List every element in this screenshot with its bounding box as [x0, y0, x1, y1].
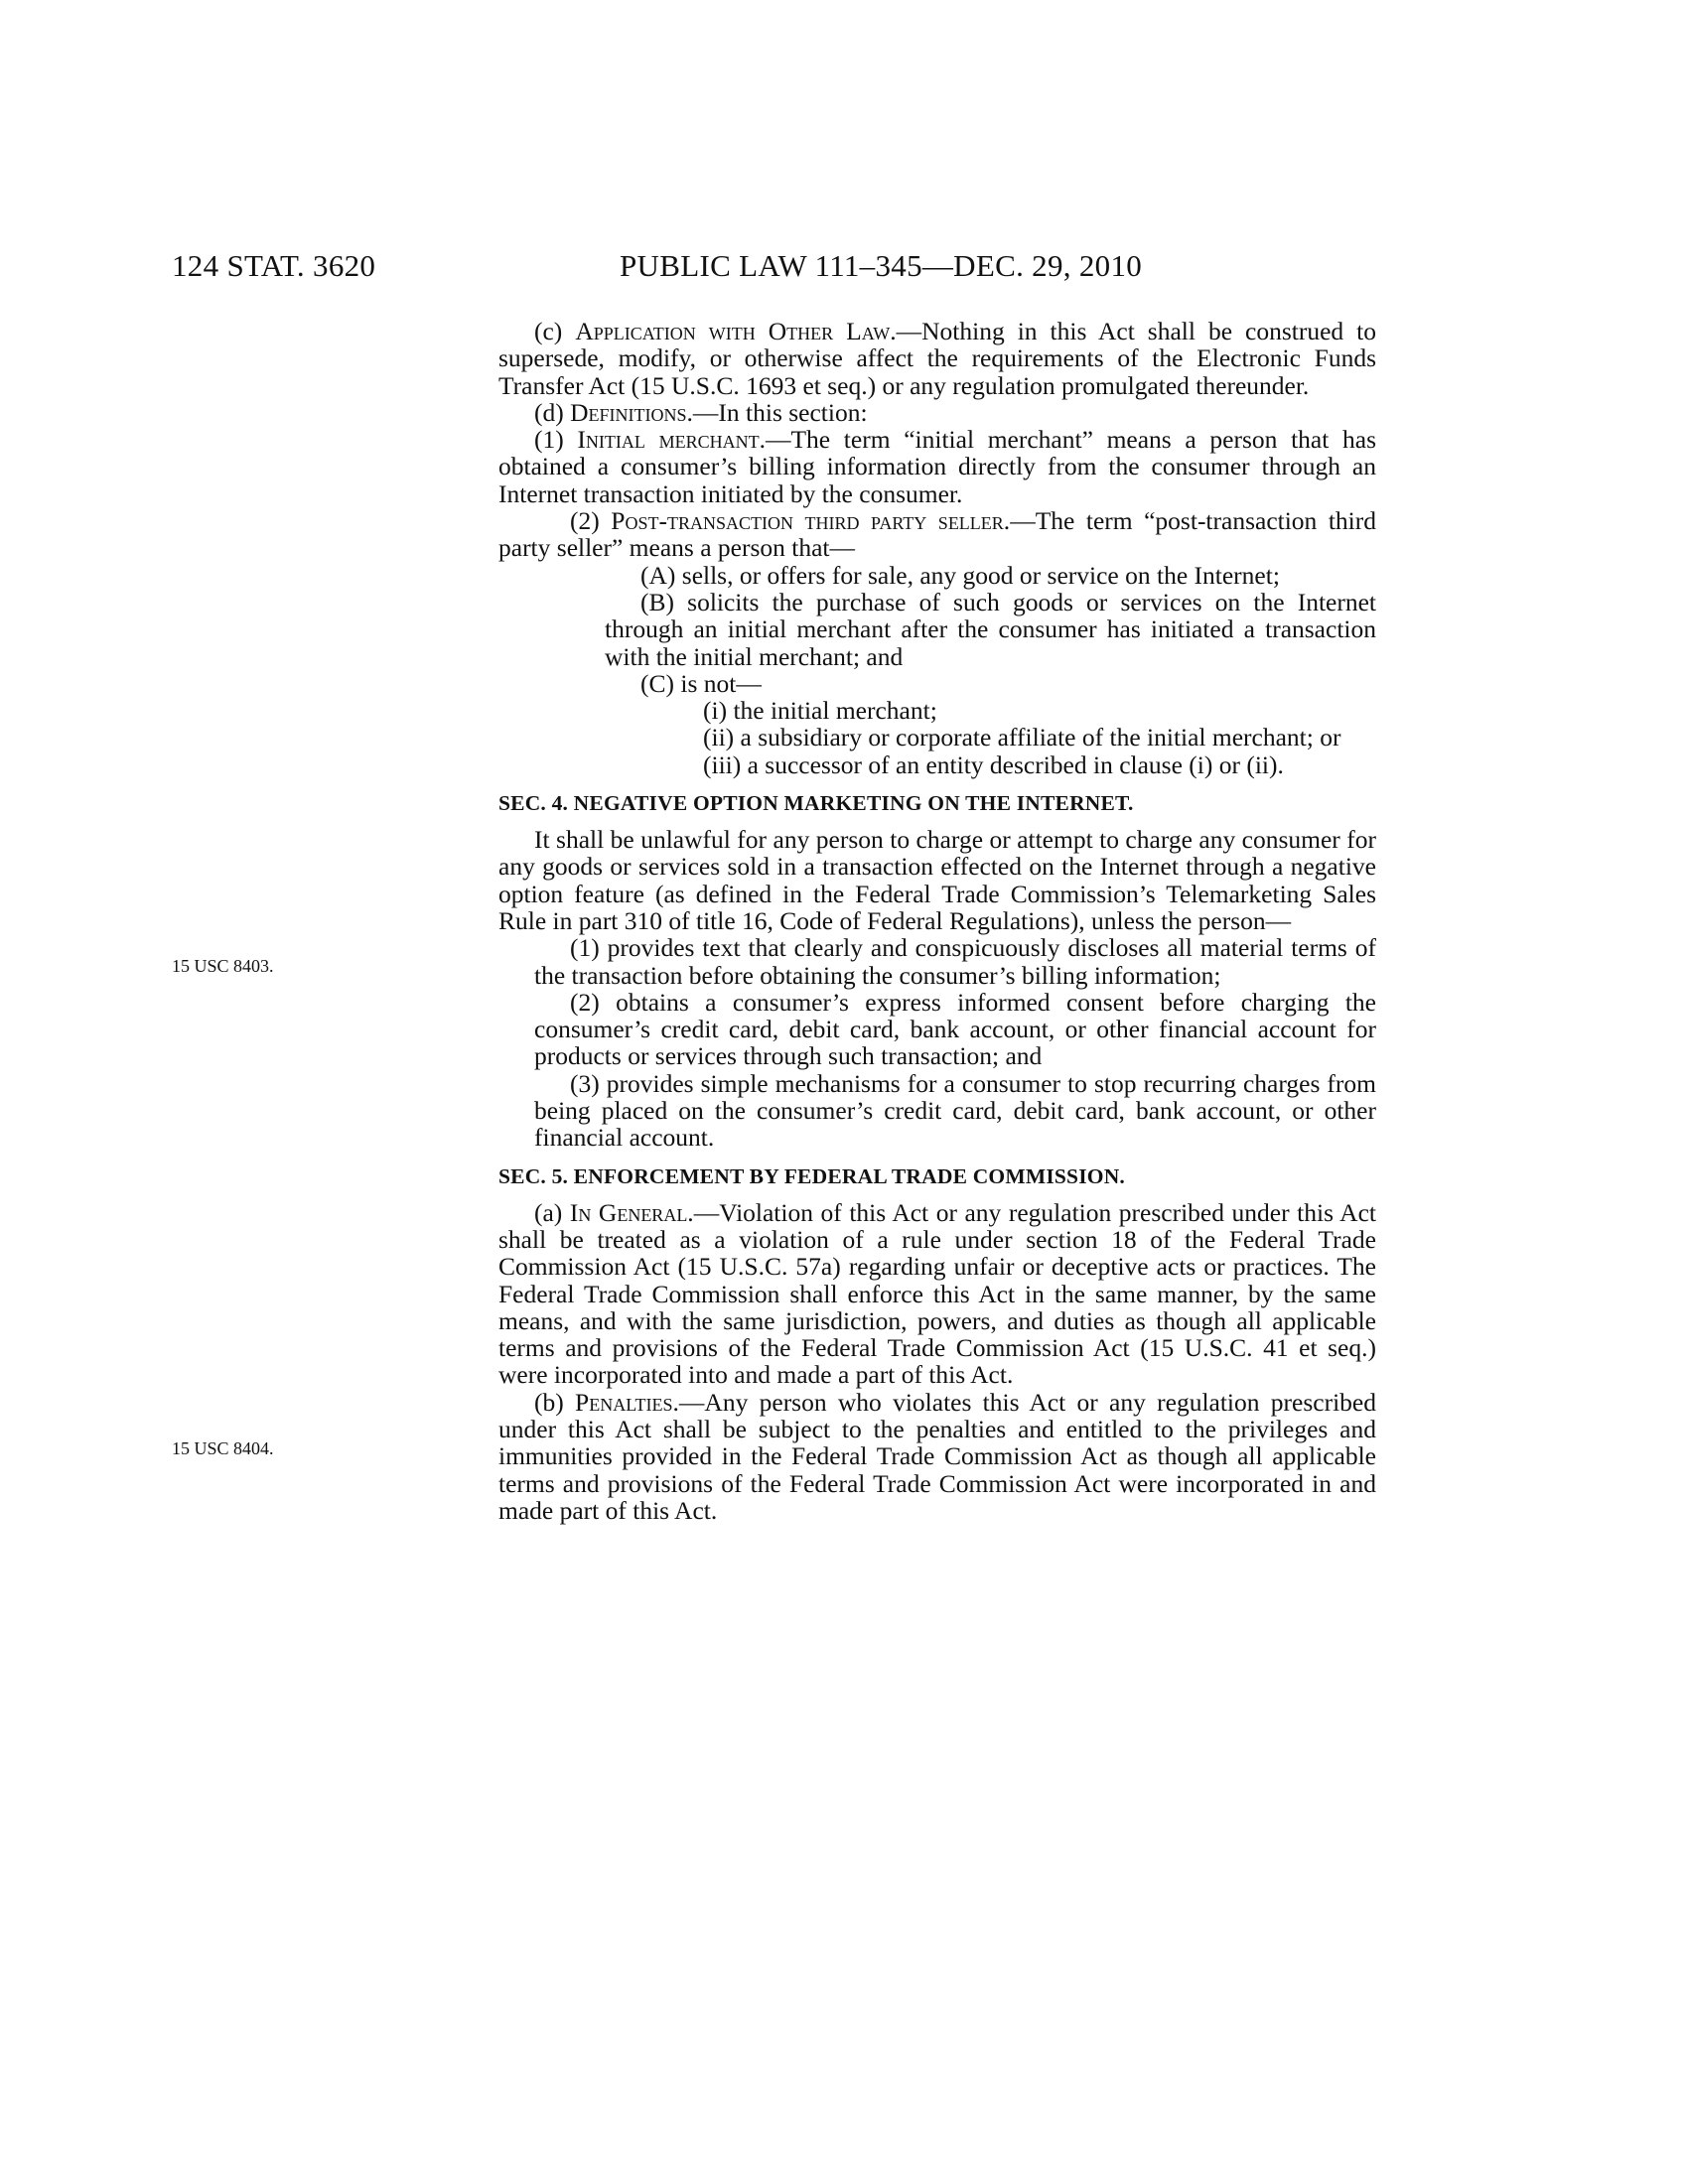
- subsection-heading: Application with Other Law.: [575, 317, 897, 345]
- clause-iii: (iii) a successor of an entity described in clause (i) or (ii).: [703, 750, 1284, 779]
- subparagraph-A: (A) sells, or offers for sale, any good or service on the Internet;: [640, 560, 1280, 590]
- section-4-intro: It shall be unlawful for any person to charge or attempt to charge any consumer for any goods or services sold in a transaction effected on the Internet through a negative option feature (as defined in the Federal Trade Commission’s Telemarketing Sales Rule in part 310 of title 16, Code of Federal Regulations), unless the person—: [498, 825, 1376, 935]
- section-5-heading: SEC. 5. ENFORCEMENT BY FEDERAL TRADE COMMISSION.: [498, 1163, 1126, 1188]
- margin-note-sec5: 15 USC 8404.: [172, 1438, 274, 1458]
- subsection-heading: In General.: [569, 1197, 694, 1227]
- subsection-heading: Penalties.: [575, 1387, 679, 1417]
- subparagraph-C: (C) is not—: [640, 668, 762, 698]
- subsection-heading: Definitions.: [570, 397, 693, 427]
- page-header: [0, 248, 1688, 292]
- public-law-citation: PUBLIC LAW 111–345—DEC. 29, 2010: [620, 248, 1143, 283]
- section-4-item-1: (1) provides text that clearly and conspicuously discloses all material terms of the transaction before obtaining the consumer’s billing information;: [534, 933, 1376, 990]
- margin-note-sec4: 15 USC 8403.: [172, 956, 274, 976]
- paragraph-d1: (1) Initial merchant.—The term “initial merchant” means a person that has obtained a consumer’s billing information directly from the consumer through an Internet transaction initiated by the consumer.: [498, 425, 1376, 508]
- subsection-c: (c) Application with Other Law.—Nothing in this Act shall be construed to supersede, modify, or otherwise affect the requirements of the Electronic Funds Transfer Act (15 U.S.C. 1693 et seq.) or any regulation promulgated thereunder.: [498, 317, 1376, 400]
- clause-ii: (ii) a subsidiary or corporate affiliate of the initial merchant; or: [703, 723, 1341, 752]
- clause-i: (i) the initial merchant;: [703, 696, 937, 726]
- statute-page-number: 124 STAT. 3620: [172, 248, 376, 283]
- body-text: [498, 318, 1376, 1524]
- paragraph-heading: Post-transaction third party seller.: [611, 506, 1011, 536]
- subparagraph-B: (B) solicits the purchase of such goods or services on the Internet through an initial merchant after the consumer has initiated a transaction with the initial merchant; and: [605, 587, 1376, 671]
- section-4-item-3: (3) provides simple mechanisms for a consumer to stop recurring charges from being placed on the consumer’s credit card, debit card, bank account, or other financial account.: [534, 1068, 1376, 1153]
- section-4-item-2: (2) obtains a consumer’s express informed consent before charging the consumer’s credit card, debit card, bank account, or other financial account for products or services through such transaction; and: [534, 987, 1376, 1071]
- subsection-d: (d) Definitions.—In this section:: [534, 397, 868, 427]
- paragraph-heading: Initial merchant.: [577, 425, 766, 455]
- subsection-a: (a) In General.—Violation of this Act or any regulation prescribed under this Act shall be treated as a violation of a rule under section 18 of the Federal Trade Commission Act (15 U.S.C. 57a) regarding unfair or deceptive acts or practices. The Federal Trade Commission shall enforce this Act in the same manner, by the same means, and with the same jurisdiction, powers, and duties as though all applicable terms and provisions of the Federal Trade Commission Act (15 U.S.C. 41 et seq.) were incorporated into and made a part of this Act.: [498, 1197, 1376, 1390]
- section-4-heading: SEC. 4. NEGATIVE OPTION MARKETING ON THE INTERNET.: [498, 791, 1134, 816]
- subsection-b: (b) Penalties.—Any person who violates this Act or any regulation prescribed under this Act shall be subject to the penalties and entitled to the privileges and immunities provided in the Federal Trade Commission Act as though all applicable terms and provisions of the Federal Trade Commission Act were incorporated in and made part of this Act.: [498, 1387, 1377, 1525]
- paragraph-d2: (2) Post-transaction third party seller.—The term “post-transaction third party seller” means a person that—: [498, 506, 1377, 563]
